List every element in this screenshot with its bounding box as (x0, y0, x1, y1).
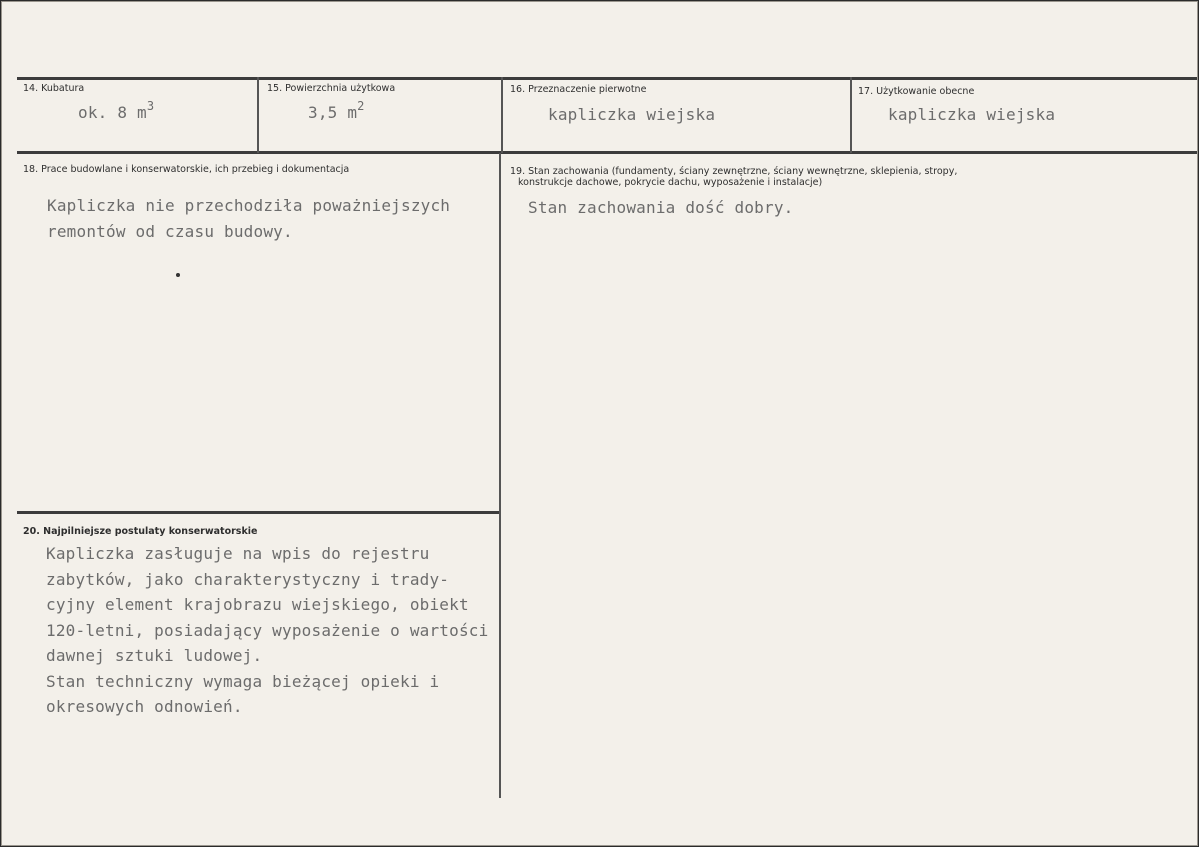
field-20-label: 20. Najpilniejsze postulaty konserwatorskie (23, 526, 258, 537)
field-18-line: Kapliczka nie przechodziła poważniejszych (47, 196, 451, 215)
field-16-value: kapliczka wiejska (548, 105, 716, 124)
field-20-line: Stan techniczny wymaga bieżącej opieki i (46, 671, 440, 691)
divider-16-17 (850, 77, 852, 153)
field-18-label: 18. Prace budowlane i konserwatorskie, ich przebieg i dokumentacja (23, 164, 350, 175)
postulates-rule (17, 511, 499, 514)
field-19-label-line1: 19. Stan zachowania (fundamenty, ściany zewnętrzne, ściany wewnętrzne, sklepienia, stropy, (510, 166, 958, 177)
field-15-value-main: 3,5 m (308, 103, 358, 122)
field-20-text (46, 541, 488, 720)
ink-dot (176, 273, 180, 277)
field-20-line: okresowych odnowień. (46, 697, 243, 716)
field-14-label: 14. Kubatura (23, 83, 85, 94)
field-15-value-exponent: 2 (357, 99, 365, 113)
field-18-line: remontów od czasu budowy. (47, 221, 293, 241)
field-14-value-main: ok. 8 m (78, 103, 147, 122)
field-15-value (308, 99, 365, 122)
field-20-line: Kapliczka zasługuje na wpis do rejestru (46, 544, 430, 563)
middle-rule (17, 151, 1197, 154)
field-17-label: 17. Użytkowanie obecne (858, 86, 975, 97)
divider-14-15 (257, 77, 259, 153)
field-19-value: Stan zachowania dość dobry. (528, 198, 794, 217)
field-15-label: 15. Powierzchnia użytkowa (267, 83, 396, 94)
top-rule (17, 77, 1197, 80)
field-16-label: 16. Przeznaczenie pierwotne (510, 84, 647, 95)
field-17-value: kapliczka wiejska (888, 105, 1056, 124)
field-20-line: 120-letni, posiadający wyposażenie o wartości (46, 620, 489, 640)
field-19-label-line2: konstrukcje dachowe, pokrycie dachu, wyposażenie i instalacje) (518, 177, 823, 188)
field-20-line: zabytków, jako charakterystyczny i trady- (46, 569, 450, 589)
field-14-value (78, 99, 155, 122)
divider-15-16 (501, 77, 503, 153)
field-14-value-exponent: 3 (146, 99, 155, 113)
inventory-card (1, 1, 1198, 846)
field-20-line: cyjny element krajobrazu wiejskiego, obiekt (46, 595, 469, 614)
field-20-line: dawnej sztuki ludowej. (46, 646, 263, 665)
divider-main (499, 153, 501, 798)
field-18-text (47, 193, 450, 244)
